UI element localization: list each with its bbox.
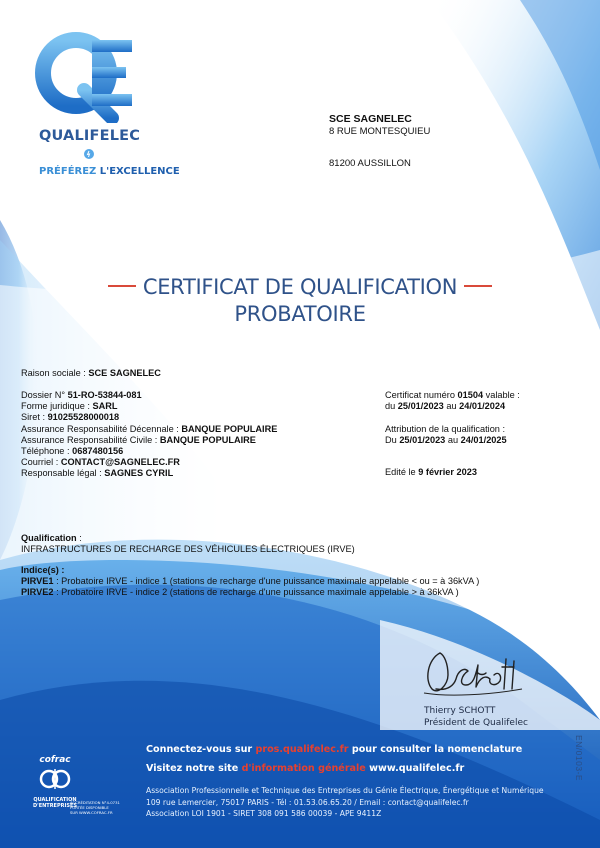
logo-tagline: PRÉFÉREZ L'EXCELLENCE [39,166,180,177]
qualification-attribution: Attribution de la qualification : Du 25/01/2023 au 24/01/2025 [385,424,507,446]
qualifelec-site-link[interactable]: www.qualifelec.fr [365,763,465,774]
certificate-validity: Certificat numéro 01504 valable : du 25/01/2023 au 24/01/2024 [385,390,520,412]
indice-row: PIRVE2 : Probatoire IRVE - indice 2 (stations de recharge d'une puissance maximale appelable > à 36kVA ) [21,587,459,598]
recipient-name: SCE SAGNELEC [329,113,412,125]
indice-row: PIRVE1 : Probatoire IRVE - indice 1 (stations de recharge d'une puissance maximale appelable < ou = à 36kVA ) [21,576,480,587]
qualification-value: INFRASTRUCTURES DE RECHARGE DES VÉHICULES ÉLECTRIQUES (IRVE) [21,544,355,555]
qualification-block: Qualification : INFRASTRUCTURES DE RECHARGE DES VÉHICULES ÉLECTRIQUES (IRVE) [21,533,355,555]
decennale-row: Assurance Responsabilité Décennale : BANQUE POPULAIRE [21,423,278,434]
recipient-address [329,113,430,170]
footer-line-1: Connectez-vous sur pros.qualifelec.fr pour consulter la nomenclature [146,744,523,755]
recipient-street: 8 RUE MONTESQUIEU [329,126,431,137]
qe-logo-mark [34,28,144,123]
civile-row: Assurance Responsabilité Civile : BANQUE POPULAIRE [21,434,256,445]
footer-address: Association Professionnelle et Technique des Entreprises du Génie Électrique, Énergétique et Numérique 109 rue Lemercier, 75017 PARIS - Tél : 01.53.06.65.20 / Email : contact@qualifelec.fr Association LOI 1901 - SIRET 308 091 586 00039 - APE 9411Z [146,786,544,818]
pros-qualifelec-link[interactable]: pros.qualifelec.fr [255,744,349,755]
recipient-city: 81200 AUSSILLON [329,158,411,169]
raison-sociale: Raison sociale : SCE SAGNELEC [21,368,161,378]
responsable-row: Responsable légal : SAGNES CYRIL [21,468,174,479]
company-details [21,390,277,480]
logo-dot-icon [83,148,95,160]
indices-block: Indice(s) : PIRVE1 : Probatoire IRVE - indice 1 (stations de recharge d'une puissance maximale appelable < ou = à 36kVA ) PIRVE2 : Probatoire IRVE - indice 2 (stations de recharge d'une puissance maximale appelable > à 36kVA ) [21,565,480,598]
page-title: CERTIFICAT DE QUALIFICATION PROBATOIRE [142,275,458,326]
dossier-row: Dossier N° 51-RO-53844-081 [21,390,142,400]
forme-row: Forme juridique : SARL [21,401,118,412]
cofrac-emblem-icon [38,765,72,793]
footer-line-2: Visitez notre site d'information générale www.qualifelec.fr [146,763,465,774]
cofrac-accreditation: ACCRÉDITATION N°4-0731 PORTÉE DISPONIBLE SUR WWW.COFRAC.FR [70,800,120,815]
edition-date: Edité le 9 février 2023 [385,467,477,477]
signature-image [418,645,528,700]
telephone-row: Téléphone : 0687480156 [21,446,124,457]
siret-row: Siret : 91025528000018 [21,412,120,423]
signatory: Thierry SCHOTT Président de Qualifelec [424,706,528,728]
cofrac-logo: cofrac QUALIFICATION D'ENTREPRISES [33,755,77,809]
courriel-row: Courriel : CONTACT@SAGNELEC.FR [21,457,180,468]
logo-name: QUALIFELEC [39,128,141,144]
document-code: EN/0103-E [574,735,584,782]
